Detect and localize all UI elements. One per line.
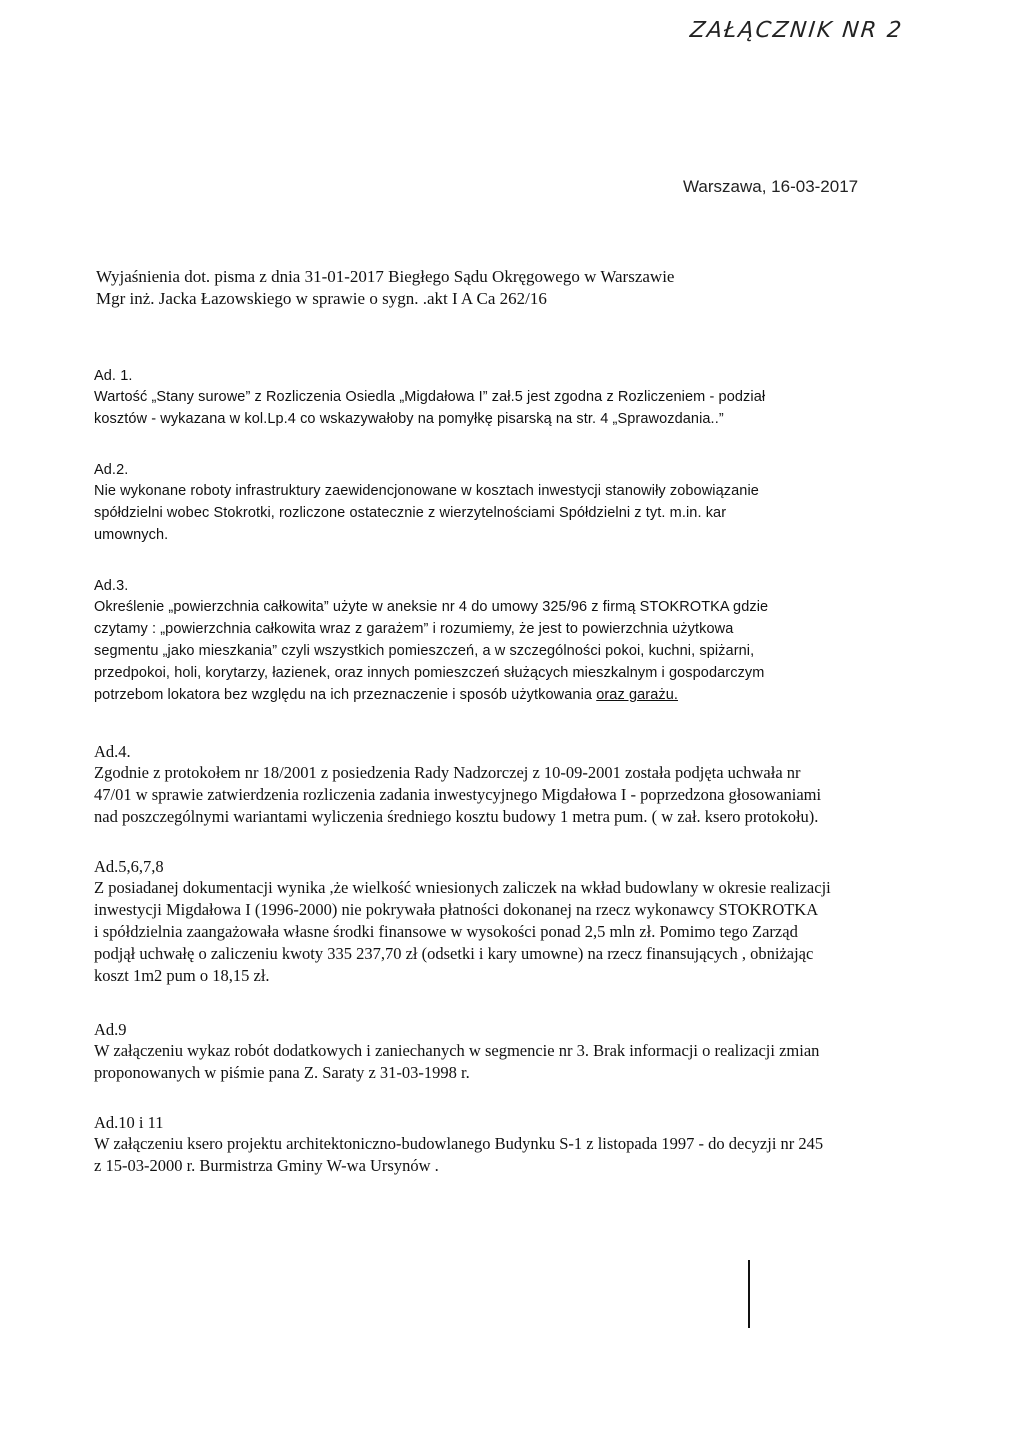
text-line: przedpokoi, holi, korytarzy, łazienek, oraz innych pomieszczeń służących mieszkalnym i gospodarczym [94, 665, 765, 681]
section-ad1011 [94, 1113, 954, 1177]
text-line: Zgodnie z protokołem nr 18/2001 z posiedzenia Rady Nadzorczej z 10-09-2001 została podjęta uchwała nr [94, 763, 801, 782]
text-line: Wartość „Stany surowe” z Rozliczenia Osiedla „Migdałowa I” zał.5 jest zgodna z Rozliczeniem - podział [94, 389, 766, 405]
header-line-1: Wyjaśnienia dot. pisma z dnia 31-01-2017 Biegłego Sądu Okręgowego w Warszawie [96, 267, 675, 286]
text-line: koszt 1m2 pum o 18,15 zł. [94, 966, 270, 985]
section-heading: Ad.10 i 11 [94, 1113, 164, 1132]
section-ad5678 [94, 857, 954, 987]
margin-mark [748, 1260, 750, 1328]
text-line: umownych. [94, 527, 169, 543]
attachment-label: ZAŁĄCZNIK NR 2 [688, 18, 905, 43]
text-line: inwestycji Migdałowa I (1996-2000) nie pokrywała płatności dokonanej na rzecz wykonawcy STOKROTKA [94, 900, 819, 919]
section-ad4 [94, 742, 954, 828]
header-line-2: Mgr inż. Jacka Łazowskiego w sprawie o sygn. .akt I A Ca 262/16 [96, 289, 547, 308]
section-ad2 [94, 460, 954, 546]
section-heading: Ad.3. [94, 578, 129, 594]
section-heading: Ad.2. [94, 462, 129, 478]
text-line: Nie wykonane roboty infrastruktury zaewidencjonowane w kosztach inwestycji stanowiły zobowiązanie [94, 483, 759, 499]
text-line: W załączeniu ksero projektu architektoniczno-budowlanego Budynku S-1 z listopada 1997 - do decyzji nr 245 [94, 1134, 824, 1153]
date-line: Warszawa, 16-03-2017 [683, 177, 859, 196]
text-line: segmentu „jako mieszkania” czyli wszystkich pomieszczeń, a w szczególności pokoi, kuchni, spiżarni, [94, 643, 755, 659]
text-fragment: potrzebom lokatora bez względu na ich przeznaczenie i sposób użytkowania [94, 687, 593, 703]
section-heading: Ad.5,6,7,8 [94, 857, 164, 876]
text-line: czytamy : „powierzchnia całkowita wraz z garażem” i rozumiemy, że jest to powierzchnia użytkowa [94, 621, 734, 637]
underlined-text: oraz garażu. [596, 687, 679, 703]
text-line: Określenie „powierzchnia całkowita” użyte w aneksie nr 4 do umowy 325/96 z firmą STOKROTKA gdzie [94, 599, 769, 615]
letter-header [96, 266, 674, 310]
text-line: i spółdzielnia zaangażowała własne środki finansowe w wysokości ponad 2,5 mln zł. Pomimo tego Zarząd [94, 922, 798, 941]
text-line [94, 684, 954, 706]
text-line: 47/01 w sprawie zatwierdzenia rozliczenia zadania inwestycyjnego Migdałowa I - poprzedzona głosowaniami [94, 785, 822, 804]
text-line: Z posiadanej dokumentacji wynika ,że wielkość wniesionych zaliczek na wkład budowlany w okresie realizacji [94, 878, 831, 897]
section-heading: Ad. 1. [94, 368, 133, 384]
text-line: nad poszczególnymi wariantami wyliczenia średniego kosztu budowy 1 metra pum. ( w zał. ksero protokołu). [94, 807, 819, 826]
section-ad9 [94, 1020, 954, 1084]
section-ad1 [94, 366, 954, 430]
text-line: z 15-03-2000 r. Burmistrza Gminy W-wa Ursynów . [94, 1156, 439, 1175]
text-line: kosztów - wykazana w kol.Lp.4 co wskazywałoby na pomyłkę pisarską na str. 4 „Sprawozdania..” [94, 411, 724, 427]
text-line: W załączeniu wykaz robót dodatkowych i zaniechanych w segmencie nr 3. Brak informacji o realizacji zmian [94, 1041, 820, 1060]
section-ad3 [94, 576, 954, 706]
text-line: podjął uchwałę o zaliczeniu kwoty 335 237,70 zł (odsetki i kary umowne) na rzecz finansujących , obniżając [94, 944, 814, 963]
section-heading: Ad.4. [94, 742, 131, 761]
text-line: proponowanych w piśmie pana Z. Saraty z 31-03-1998 r. [94, 1063, 470, 1082]
section-heading: Ad.9 [94, 1020, 127, 1039]
text-line: spółdzielni wobec Stokrotki, rozliczone ostatecznie z wierzytelnościami Spółdzielni z tyt. m.in. kar [94, 505, 727, 521]
